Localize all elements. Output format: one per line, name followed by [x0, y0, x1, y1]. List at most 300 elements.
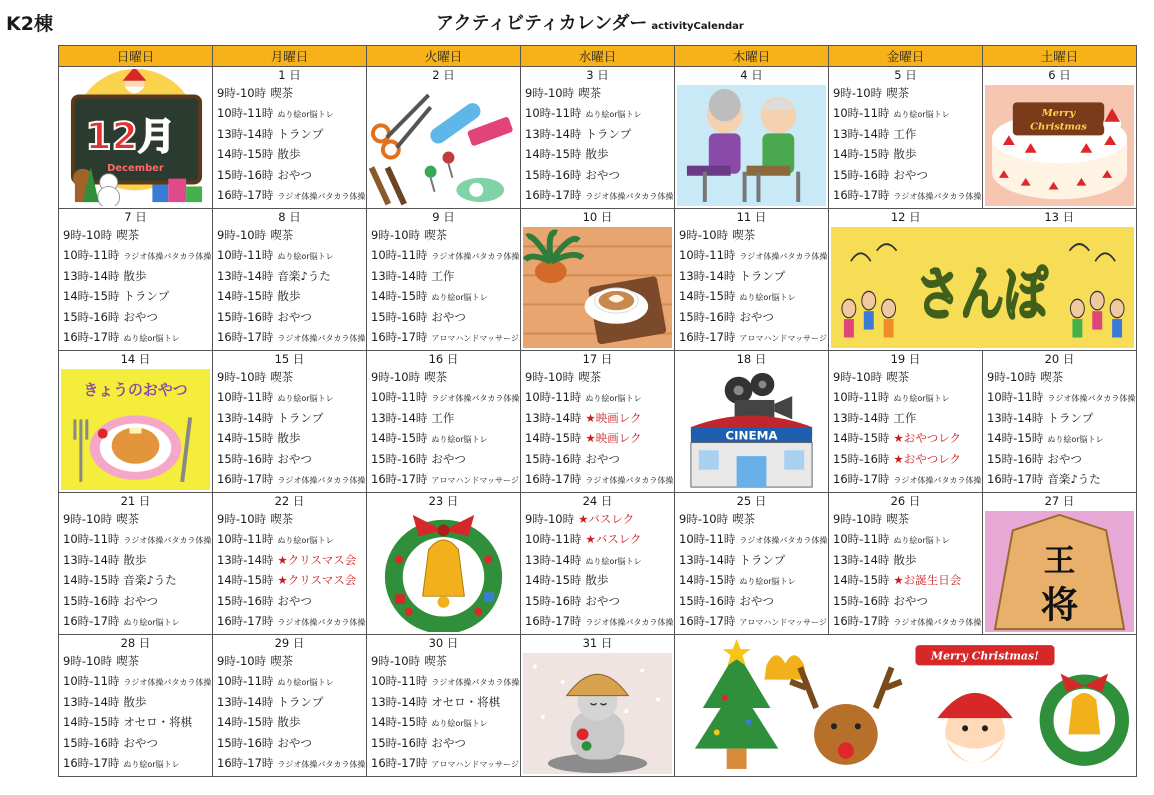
- day-cell: [675, 351, 829, 493]
- activity-item: [367, 387, 520, 407]
- activity-name: 工作: [893, 126, 917, 141]
- activity-name: ラジオ体操パタカラ体操: [893, 191, 982, 201]
- activity-item: [521, 408, 674, 428]
- activity-item: [213, 103, 366, 123]
- day-cell-content: [367, 351, 520, 492]
- title-sub: activityCalendar: [651, 21, 744, 32]
- activity-name: ぬり絵or脳トレ: [123, 333, 180, 343]
- activity-item: [59, 266, 212, 286]
- day-cell: [367, 351, 521, 493]
- activity-item: [213, 733, 366, 753]
- special-event: ★バスレク: [578, 512, 635, 526]
- activity-time: 15時-16時: [217, 593, 274, 608]
- activity-item: [213, 570, 366, 590]
- activity-item: [213, 245, 366, 265]
- activity-name: ラジオ体操パタカラ体操: [431, 394, 520, 404]
- activity-item: [367, 733, 520, 753]
- activity-item: [521, 428, 674, 448]
- activity-item: [521, 611, 674, 631]
- activity-name: ぬり絵or脳トレ: [431, 719, 488, 729]
- activity-name: ラジオ体操パタカラ体操: [123, 678, 212, 688]
- weekday-sun: 日曜日: [59, 46, 213, 67]
- svg-text:Christmas: Christmas: [1030, 121, 1087, 133]
- activity-item: [59, 733, 212, 753]
- activity-name: 散歩: [585, 147, 609, 162]
- activity-item: [675, 611, 828, 631]
- wreath-bell-illustration: [369, 511, 518, 632]
- activity-time: 14時-15時: [371, 289, 428, 304]
- activity-name: アロマハンドマッサージ: [739, 333, 827, 343]
- activity-item: [213, 712, 366, 732]
- activity-time: 13時-14時: [217, 552, 274, 567]
- activity-item: [521, 124, 674, 144]
- activity-name: ぬり絵or脳トレ: [585, 556, 642, 566]
- activity-item: [675, 529, 828, 549]
- activity-name: 喫茶: [732, 228, 756, 242]
- activity-time: 15時-16時: [63, 309, 120, 324]
- day-number: 4 日: [740, 68, 763, 82]
- activity-item: [213, 83, 366, 103]
- activity-time: 9時-10時: [217, 86, 267, 100]
- activity-item: [983, 367, 1136, 387]
- svg-text:Merry: Merry: [1041, 108, 1076, 119]
- day-number: 8 日: [278, 210, 301, 224]
- day-cell-content: [983, 493, 1136, 634]
- activity-item: [829, 408, 982, 428]
- activity-time: 10時-11時: [371, 674, 428, 689]
- day-cell: [59, 351, 213, 493]
- activity-item: [367, 671, 520, 691]
- day-cell-content: [213, 635, 366, 776]
- activity-time: 10時-11時: [217, 106, 274, 121]
- activity-item: [521, 144, 674, 164]
- christmas-illustration: [677, 637, 1134, 774]
- activity-item: [829, 509, 982, 529]
- activity-time: 14時-15時: [217, 573, 274, 588]
- activity-item: [521, 550, 674, 570]
- activity-time: 16時-17時: [217, 329, 274, 344]
- activity-name: ぬり絵or脳トレ: [277, 394, 334, 404]
- day-cell-content: [59, 493, 212, 634]
- activity-time: 13時-14時: [525, 552, 582, 567]
- activity-time: 15時-16時: [833, 593, 890, 608]
- day-cell: [213, 209, 367, 351]
- activity-time: 10時-11時: [63, 532, 120, 547]
- activity-name: トランプ: [123, 289, 170, 304]
- activity-name: 音楽♪うた: [277, 268, 331, 283]
- activity-name: ぬり絵or脳トレ: [893, 394, 950, 404]
- activity-item: [213, 225, 366, 245]
- activity-item: [675, 509, 828, 529]
- day-cell: [829, 351, 983, 493]
- activity-name: ぬり絵or脳トレ: [1047, 435, 1104, 445]
- building-name: K2棟: [6, 13, 53, 35]
- activity-time: 14時-15時: [63, 715, 120, 730]
- activity-time: 14時-15時: [371, 431, 428, 446]
- day-cell: [367, 493, 521, 635]
- activity-item: [59, 509, 212, 529]
- activity-time: 9時-10時: [63, 228, 113, 242]
- activity-time: 13時-14時: [987, 410, 1044, 425]
- activity-item: [521, 367, 674, 387]
- activity-name: おやつ: [431, 735, 466, 750]
- activity-time: 13時-14時: [63, 694, 120, 709]
- shogi-piece-illustration: [985, 511, 1134, 632]
- week-row: [59, 493, 1137, 635]
- activity-time: 13時-14時: [63, 268, 120, 283]
- activity-item: [367, 408, 520, 428]
- activity-time: 10時-11時: [833, 532, 890, 547]
- day-cell-content: [675, 493, 828, 634]
- week-row: [59, 67, 1137, 209]
- day-number: 10 日: [582, 210, 613, 224]
- activity-time: 16時-17時: [63, 329, 120, 344]
- day-cell: [675, 67, 829, 209]
- day-number: 22 日: [274, 494, 305, 508]
- activity-time: 9時-10時: [525, 370, 575, 384]
- activity-item: [367, 286, 520, 306]
- activity-time: 16時-17時: [679, 329, 736, 344]
- activity-time: 15時-16時: [371, 735, 428, 750]
- activity-time: 16時-17時: [63, 613, 120, 628]
- activity-item: [983, 469, 1136, 489]
- walk-banner-illustration: [831, 227, 1134, 348]
- day-number: 7 日: [124, 210, 147, 224]
- activity-item: [59, 307, 212, 327]
- activity-item: [213, 692, 366, 712]
- activity-time: 9時-10時: [217, 370, 267, 384]
- activity-item: [829, 449, 982, 469]
- activity-name: アロマハンドマッサージ: [739, 617, 827, 627]
- activity-time: 14時-15時: [217, 289, 274, 304]
- activity-name: トランプ: [739, 268, 786, 283]
- activity-time: 13時-14時: [679, 552, 736, 567]
- activity-name: 散歩: [123, 552, 147, 567]
- activity-time: 9時-10時: [371, 370, 421, 384]
- activity-name: 散歩: [123, 694, 147, 709]
- activity-name: おやつ: [431, 309, 466, 324]
- activity-name: 喫茶: [270, 86, 294, 100]
- activity-name: おやつ: [893, 167, 928, 182]
- activity-time: 15時-16時: [371, 451, 428, 466]
- activity-name: ラジオ体操パタカラ体操: [431, 252, 520, 262]
- activity-time: 15時-16時: [833, 167, 890, 182]
- activity-time: 14時-15時: [525, 573, 582, 588]
- activity-name: おやつ: [1047, 451, 1082, 466]
- activity-item: [367, 692, 520, 712]
- activity-name: トランプ: [277, 694, 324, 709]
- activity-time: 16時-17時: [987, 471, 1044, 486]
- activity-time: 14時-15時: [833, 431, 890, 446]
- activity-time: 10時-11時: [987, 390, 1044, 405]
- activity-item: [213, 651, 366, 671]
- activity-time: 10時-11時: [63, 248, 120, 263]
- activity-time: 16時-17時: [371, 471, 428, 486]
- special-event: ★映画レク: [585, 431, 642, 446]
- day-cell: [367, 209, 521, 351]
- day-cell: [59, 209, 213, 351]
- weekday-header-row: [59, 46, 1137, 67]
- activity-time: 13時-14時: [371, 410, 428, 425]
- activity-time: 10時-11時: [217, 390, 274, 405]
- activity-name: トランプ: [277, 126, 324, 141]
- day-number: 5 日: [894, 68, 917, 82]
- activity-name: オセロ・将棋: [431, 694, 501, 709]
- activity-item: [367, 225, 520, 245]
- activity-name: 散歩: [277, 289, 301, 304]
- activity-name: 喫茶: [886, 370, 910, 384]
- activity-name: アロマハンドマッサージ: [431, 475, 519, 485]
- activity-time: 10時-11時: [371, 390, 428, 405]
- activity-name: ラジオ体操パタカラ体操: [739, 252, 828, 262]
- activity-item: [521, 529, 674, 549]
- activity-time: 9時-10時: [679, 512, 729, 526]
- activity-time: 15時-16時: [217, 451, 274, 466]
- weekday-wed: 水曜日: [521, 46, 675, 67]
- day-cell: [829, 209, 1137, 351]
- activity-item: [521, 509, 674, 529]
- activity-item: [59, 570, 212, 590]
- day-cell-content: [521, 635, 674, 776]
- activity-item: [213, 591, 366, 611]
- activity-time: 13時-14時: [371, 268, 428, 283]
- activity-item: [367, 712, 520, 732]
- svg-text:Merry Christmas!: Merry Christmas!: [931, 649, 1039, 663]
- activity-name: 工作: [893, 410, 917, 425]
- activity-time: 9時-10時: [987, 370, 1037, 384]
- activity-time: 14時-15時: [217, 431, 274, 446]
- activity-name: 散歩: [585, 573, 609, 588]
- activity-time: 15時-16時: [63, 593, 120, 608]
- calendar-table: [58, 45, 1137, 777]
- special-event: ★映画レク: [585, 410, 642, 425]
- day-cell-content: [675, 67, 828, 208]
- day-cell: [983, 351, 1137, 493]
- activity-name: トランプ: [585, 126, 632, 141]
- activity-name: ぬり絵or脳トレ: [585, 110, 642, 120]
- activity-name: 喫茶: [886, 512, 910, 526]
- activity-item: [367, 327, 520, 347]
- day-cell-content: [983, 67, 1136, 208]
- activity-name: 散歩: [277, 147, 301, 162]
- activity-name: おやつ: [277, 593, 312, 608]
- activity-name: ラジオ体操パタカラ体操: [277, 617, 366, 627]
- day-cell: [213, 351, 367, 493]
- cell-illustration: [831, 227, 1134, 348]
- day-cell-content: [367, 635, 520, 776]
- activity-name: 音楽♪うた: [123, 573, 177, 588]
- day-number: 1 日: [278, 68, 301, 82]
- activity-item: [213, 165, 366, 185]
- day-cell: [59, 635, 213, 777]
- activity-item: [213, 550, 366, 570]
- activity-item: [213, 408, 366, 428]
- day-number: 31 日: [582, 636, 613, 650]
- activity-item: [59, 327, 212, 347]
- day-number: 6 日: [1048, 68, 1071, 82]
- december-illustration: [61, 69, 210, 206]
- activity-item: [675, 307, 828, 327]
- activity-name: 喫茶: [270, 512, 294, 526]
- activity-name: おやつ: [739, 593, 774, 608]
- activity-item: [59, 611, 212, 631]
- weekday-mon: 月曜日: [213, 46, 367, 67]
- special-event: ★おやつレク: [893, 431, 962, 446]
- activity-item: [675, 327, 828, 347]
- activity-name: トランプ: [739, 552, 786, 567]
- activity-item: [521, 103, 674, 123]
- activity-name: 喫茶: [270, 370, 294, 384]
- week-row: [59, 209, 1137, 351]
- activity-item: [213, 367, 366, 387]
- cell-illustration: [61, 69, 210, 206]
- cell-illustration: [677, 369, 826, 490]
- activity-item: [829, 83, 982, 103]
- activity-time: 16時-17時: [217, 755, 274, 770]
- svg-text:12月: 12月: [85, 114, 176, 159]
- activity-time: 13時-14時: [217, 126, 274, 141]
- day-number: 2 日: [432, 68, 455, 82]
- activity-time: 14時-15時: [679, 573, 736, 588]
- activity-time: 10時-11時: [217, 532, 274, 547]
- activity-time: 16時-17時: [833, 613, 890, 628]
- day-number: 13 日: [1044, 210, 1075, 224]
- activity-time: 10時-11時: [525, 390, 582, 405]
- activity-time: 10時-11時: [679, 248, 736, 263]
- activity-time: 10時-11時: [679, 532, 736, 547]
- activity-time: 14時-15時: [217, 715, 274, 730]
- activity-time: 15時-16時: [525, 593, 582, 608]
- activity-name: 喫茶: [578, 370, 602, 384]
- activity-item: [367, 245, 520, 265]
- weekday-thu: 木曜日: [675, 46, 829, 67]
- activity-item: [829, 165, 982, 185]
- snack-illustration: [61, 369, 210, 490]
- activity-item: [213, 753, 366, 773]
- day-cell-content: [213, 209, 366, 350]
- page-title: [436, 9, 744, 35]
- day-cell-content: [59, 635, 212, 776]
- activity-item: [367, 428, 520, 448]
- day-number: 20 日: [1044, 352, 1075, 366]
- day-cell: [829, 67, 983, 209]
- activity-item: [367, 651, 520, 671]
- activity-item: [829, 529, 982, 549]
- day-number: 27 日: [1044, 494, 1075, 508]
- day-number: 16 日: [428, 352, 459, 366]
- day-cell-content: [829, 351, 982, 492]
- cell-illustration: [985, 85, 1134, 206]
- day-cell-content: [213, 351, 366, 492]
- svg-text:December: December: [107, 162, 164, 174]
- cell-illustration: [985, 511, 1134, 632]
- week-row: [59, 635, 1137, 777]
- day-cell: [213, 635, 367, 777]
- activity-time: 13時-14時: [63, 552, 120, 567]
- activity-time: 13時-14時: [371, 694, 428, 709]
- activity-item: [367, 266, 520, 286]
- special-event: ★おやつレク: [893, 451, 962, 466]
- activity-name: おやつ: [893, 593, 928, 608]
- activity-name: オセロ・将棋: [123, 715, 193, 730]
- jizo-snow-illustration: [523, 653, 672, 774]
- day-cell-content: [521, 351, 674, 492]
- activity-time: 15時-16時: [525, 451, 582, 466]
- activity-name: おやつ: [277, 309, 312, 324]
- svg-text:さんぽ: さんぽ: [916, 260, 1048, 329]
- day-cell-content: [521, 493, 674, 634]
- activity-name: ラジオ体操パタカラ体操: [277, 759, 366, 769]
- day-number: 15 日: [274, 352, 305, 366]
- weekday-sat: 土曜日: [983, 46, 1137, 67]
- activity-time: 14時-15時: [371, 715, 428, 730]
- activity-time: 15時-16時: [217, 309, 274, 324]
- stationery-illustration: [369, 85, 518, 206]
- activity-name: ラジオ体操パタカラ体操: [1047, 394, 1136, 404]
- day-cell-content: [983, 351, 1136, 492]
- weekday-fri: 金曜日: [829, 46, 983, 67]
- day-cell: [521, 635, 675, 777]
- activity-item: [521, 469, 674, 489]
- activity-time: 14時-15時: [525, 431, 582, 446]
- activity-time: 14時-15時: [987, 431, 1044, 446]
- day-cell: [983, 67, 1137, 209]
- activity-name: ぬり絵or脳トレ: [123, 759, 180, 769]
- special-event: ★クリスマス会: [277, 552, 357, 567]
- activity-name: トランプ: [1047, 410, 1094, 425]
- activity-time: 9時-10時: [833, 86, 883, 100]
- day-number: 30 日: [428, 636, 459, 650]
- special-event: ★バスレク: [585, 532, 642, 547]
- activity-name: 工作: [431, 410, 455, 425]
- activity-time: 9時-10時: [679, 228, 729, 242]
- day-number: 23 日: [428, 494, 459, 508]
- activity-name: おやつ: [585, 167, 620, 182]
- svg-text:CINEMA: CINEMA: [725, 428, 778, 443]
- activity-item: [829, 144, 982, 164]
- activity-item: [675, 245, 828, 265]
- week-row: [59, 351, 1137, 493]
- day-cell-content: [59, 351, 212, 492]
- activity-time: 9時-10時: [63, 512, 113, 526]
- activity-time: 15時-16時: [525, 167, 582, 182]
- activity-time: 16時-17時: [525, 187, 582, 202]
- day-cell-content: [521, 67, 674, 208]
- activity-name: ラジオ体操パタカラ体操: [277, 475, 366, 485]
- activity-item: [367, 449, 520, 469]
- activity-name: ラジオ体操パタカラ体操: [585, 617, 674, 627]
- activity-item: [59, 671, 212, 691]
- weekday-tue: 火曜日: [367, 46, 521, 67]
- activity-item: [829, 570, 982, 590]
- activity-time: 9時-10時: [525, 512, 575, 526]
- activity-item: [213, 144, 366, 164]
- activity-item: [213, 387, 366, 407]
- day-number: 14 日: [120, 352, 151, 366]
- activity-item: [675, 591, 828, 611]
- day-cell-content: [213, 493, 366, 634]
- day-number: 3 日: [586, 68, 609, 82]
- activity-name: おやつ: [585, 451, 620, 466]
- day-cell: [59, 67, 213, 209]
- activity-name: 喫茶: [1040, 370, 1064, 384]
- day-cell: [213, 67, 367, 209]
- day-cell-content: [59, 209, 212, 350]
- activity-time: 16時-17時: [833, 471, 890, 486]
- activity-time: 10時-11時: [63, 674, 120, 689]
- activity-name: おやつ: [277, 167, 312, 182]
- activity-name: 喫茶: [116, 228, 140, 242]
